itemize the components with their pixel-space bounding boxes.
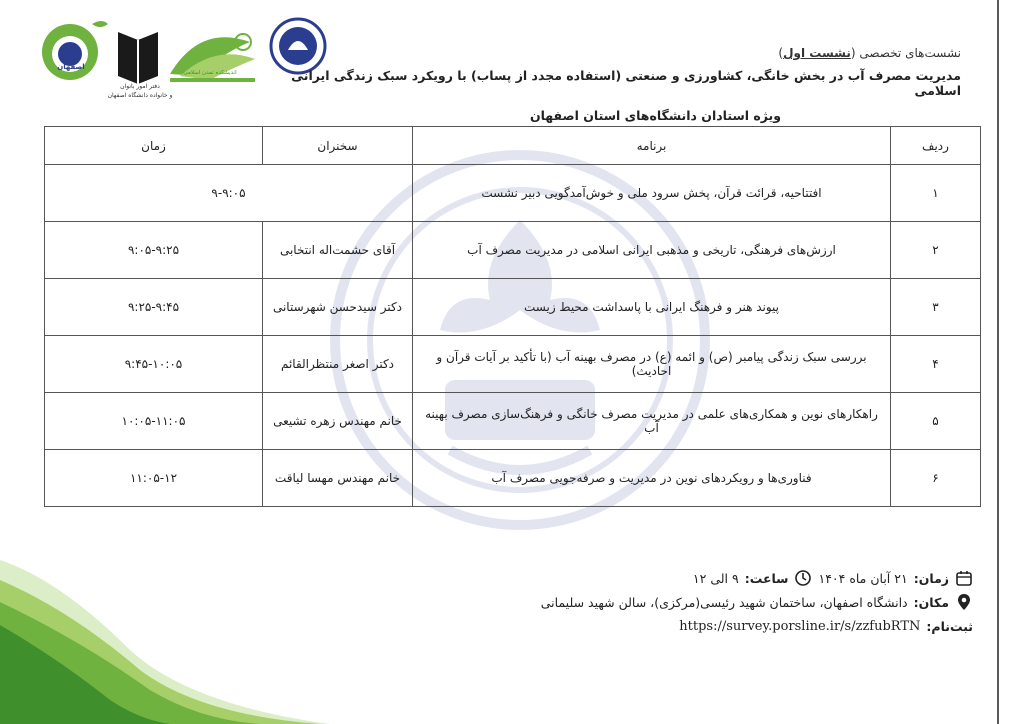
header-row-number: ردیف xyxy=(891,127,981,165)
register-link[interactable]: https://survey.porsline.ir/s/zzfubRTN xyxy=(679,618,921,634)
hour-label: ساعت: xyxy=(744,570,789,586)
hour-value: ۹ الی ۱۲ xyxy=(692,570,739,586)
session-line: نشست‌های تخصصی (نشست اول) xyxy=(778,46,961,60)
women-affairs-caption xyxy=(100,82,180,100)
isfahan-green-logo xyxy=(42,21,108,80)
header-speaker: سخنران xyxy=(263,127,413,165)
program-cell: بررسی سبک زندگی پیامبر (ص) و ائمه (ع) در مصرف بهینه آب (با تأکید بر آیات قرآن و احادیث) xyxy=(413,336,891,393)
program-cell: ارزش‌های فرهنگی، تاریخی و مذهبی ایرانی اسلامی در مدیریت مصرف آب xyxy=(413,222,891,279)
series-label: نشست‌های تخصصی xyxy=(859,46,961,60)
date-value: ۲۱ آبان ماه ۱۴۰۴ xyxy=(818,570,908,586)
header-program: برنامه xyxy=(413,127,891,165)
speaker-cell: خانم مهندس زهره تشیعی xyxy=(263,393,413,450)
calendar-icon xyxy=(955,569,973,587)
audience-line: ویژه استادان دانشگاه‌های استان اصفهان xyxy=(529,108,781,123)
page-frame-line xyxy=(997,0,999,724)
time-cell: ۹:۴۵-۱۰:۰۵ xyxy=(45,336,263,393)
time-cell: ۱۱:۰۵-۱۲ xyxy=(45,450,263,507)
program-cell: افتتاحیه، قرائت قرآن، پخش سرود ملی و خوش‌آمدگویی دبیر نشست xyxy=(413,165,891,222)
women-affairs-caption-line-1: دفتر امور بانوان xyxy=(120,83,160,90)
table-row xyxy=(45,279,981,336)
register-label: ثبت‌نام: xyxy=(926,618,973,634)
page-header xyxy=(241,46,961,123)
isfahan-logo-caption: اصفهان xyxy=(57,63,85,71)
institute-caption: اندیشکده تمدن اسلامی xyxy=(183,70,237,76)
program-cell: پیوند هنر و فرهنگ ایرانی با پاسداشت محیط زیست xyxy=(413,279,891,336)
row-number: ۳ xyxy=(891,279,981,336)
speaker-cell: خانم مهندس مهسا لیاقت xyxy=(263,450,413,507)
table-row xyxy=(45,450,981,507)
row-number: ۲ xyxy=(891,222,981,279)
row-number: ۵ xyxy=(891,393,981,450)
header-time: زمان xyxy=(45,127,263,165)
table-row xyxy=(45,393,981,450)
table-row xyxy=(45,222,981,279)
table-row xyxy=(45,165,981,222)
women-affairs-logo xyxy=(118,32,158,84)
page-title: مدیریت مصرف آب در بخش خانگی، کشاورزی و صنعتی (استفاده مجدد از پساب) با رویکرد سبک زندگی ایرانی اسلامی xyxy=(291,68,961,98)
table-header-row xyxy=(45,127,981,165)
place-label: مکان: xyxy=(913,594,949,610)
program-cell: راهکارهای نوین و همکاری‌های علمی در مدیریت مصرف خانگی و فرهنگ‌سازی مصرف بهینه آب xyxy=(413,393,891,450)
location-pin-icon xyxy=(955,593,973,611)
time-cell: ۹:۲۵-۹:۴۵ xyxy=(45,279,263,336)
date-label: زمان: xyxy=(913,570,949,586)
speaker-cell: دکتر سیدحسن شهرستانی xyxy=(263,279,413,336)
speaker-cell: آقای حشمت‌اله انتخابی xyxy=(263,222,413,279)
clock-icon xyxy=(794,569,812,587)
row-number: ۶ xyxy=(891,450,981,507)
time-cell: ۱۰:۰۵-۱۱:۰۵ xyxy=(45,393,263,450)
women-affairs-caption-line-2: و خانواده دانشگاه اصفهان xyxy=(107,92,173,99)
session-label: نشست اول xyxy=(783,46,851,60)
program-cell: فناوری‌ها و رویکردهای نوین در مدیریت و صرفه‌جویی مصرف آب xyxy=(413,450,891,507)
event-info xyxy=(273,566,973,638)
date-time-row xyxy=(273,566,973,590)
time-cell: ۹-۹:۰۵ xyxy=(45,165,413,222)
table-row xyxy=(45,336,981,393)
place-row xyxy=(273,590,973,614)
time-cell: ۹:۰۵-۹:۲۵ xyxy=(45,222,263,279)
register-row xyxy=(273,614,973,638)
program-table xyxy=(44,126,981,507)
speaker-cell: دکتر اصغر منتظرالقائم xyxy=(263,336,413,393)
row-number: ۴ xyxy=(891,336,981,393)
row-number: ۱ xyxy=(891,165,981,222)
place-value: دانشگاه اصفهان، ساختمان شهید رئیسی(مرکزی)، سالن شهید سلیمانی xyxy=(540,594,908,610)
